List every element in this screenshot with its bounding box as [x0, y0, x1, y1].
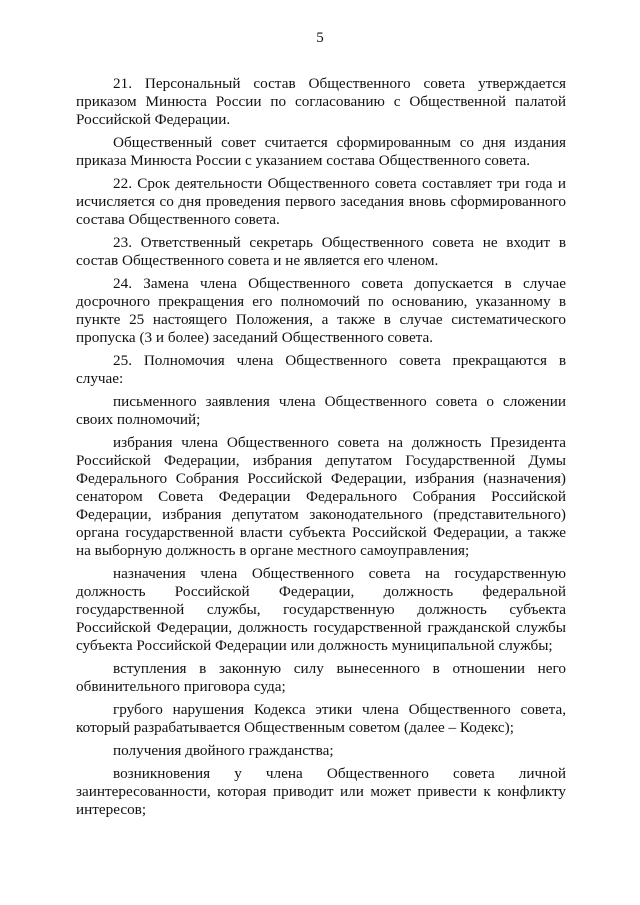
paragraph-21: 21. Персональный состав Общественного совета утверждается приказом Минюста России по согласованию с Общественной палатой Российской Федерации. — [76, 75, 566, 128]
page-number: 5 — [316, 30, 324, 46]
list-item-appointment: назначения члена Общественного совета на государственную должность Российской Федерации, должность федеральной государственной службы, государственную должность субъекта Российской Федерации, должность государственной гражданской службы субъекта Российской Федерации или должность муниципальной службы; — [76, 565, 566, 654]
paragraph-23: 23. Ответственный секретарь Общественного совета не входит в состав Общественного совета и не является его членом. — [76, 234, 566, 269]
paragraph-22: 22. Срок деятельности Общественного совета составляет три года и исчисляется со дня проведения первого заседания вновь сформированного состава Общественного совета. — [76, 175, 566, 228]
list-item-conviction: вступления в законную силу вынесенного в отношении него обвинительного приговора суда; — [76, 660, 566, 695]
paragraph-25: 25. Полномочия члена Общественного совета прекращаются в случае: — [76, 352, 566, 387]
list-item-ethics-violation: грубого нарушения Кодекса этики члена Общественного совета, который разрабатывается Общественным советом (далее – Кодекс); — [76, 701, 566, 736]
list-item-dual-citizenship: получения двойного гражданства; — [113, 742, 334, 759]
paragraph-24: 24. Замена члена Общественного совета допускается в случае досрочного прекращения его полномочий по основанию, указанному в пункте 25 настоящего Положения, а также в случае систематического пропуска (3 и более) заседаний Общественного совета. — [76, 275, 566, 346]
list-item-conflict-of-interest: возникновения у члена Общественного совета личной заинтересованности, которая приводит или может привести к конфликту интересов; — [76, 765, 566, 818]
list-item-election: избрания члена Общественного совета на должность Президента Российской Федерации, избрания депутатом Государственной Думы Федерального Собрания Российской Федерации, избрания (назначения) сенатором Совета Федерации Федерального Собрания Российской Федерации, избрания депутатом законодательного (представительного) органа государственной власти субъекта Российской Федерации, а также на выборную должность в органе местного самоуправления; — [76, 434, 566, 559]
list-item-resignation: письменного заявления члена Общественного совета о сложении своих полномочий; — [76, 393, 566, 428]
paragraph-21-formation: Общественный совет считается сформированным со дня издания приказа Минюста России с указанием состава Общественного совета. — [76, 134, 566, 169]
document-body — [76, 75, 566, 824]
